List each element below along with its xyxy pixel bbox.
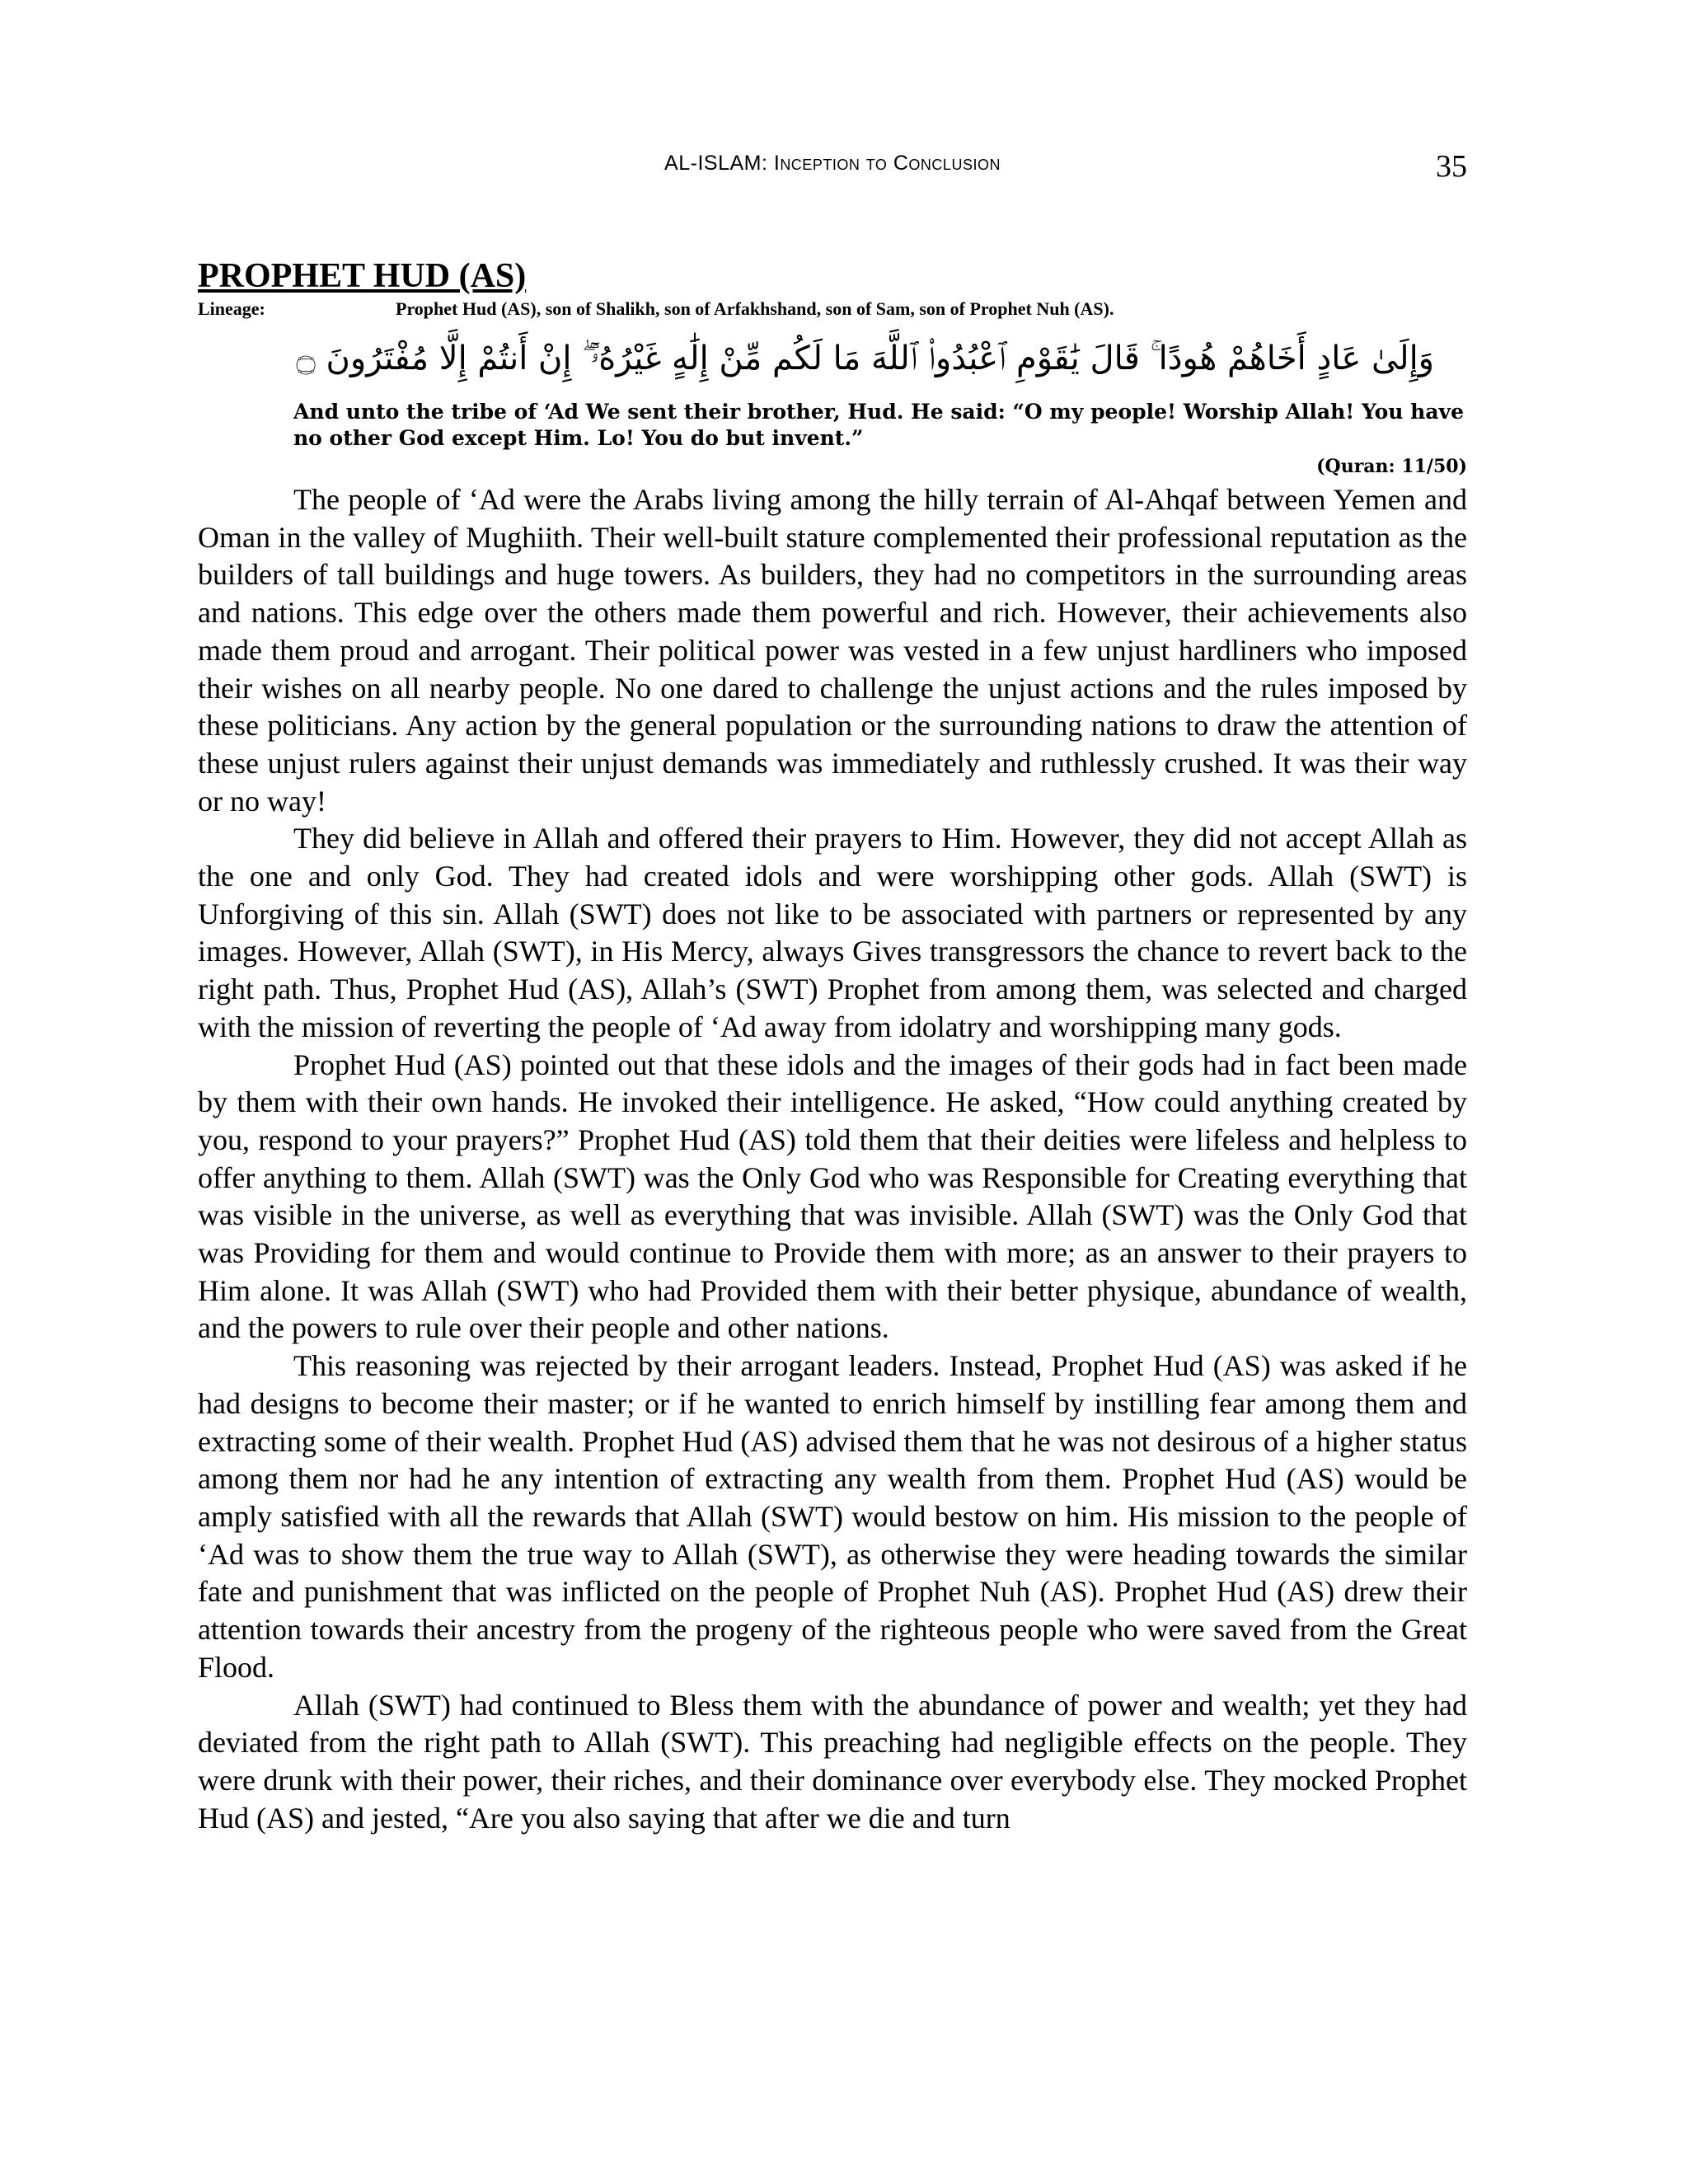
running-header	[198, 148, 1467, 190]
lineage-text: Prophet Hud (AS), son of Shalikh, son of Arfakhshand, son of Sam, son of Prophet Nuh (AS).	[396, 298, 1114, 319]
body-paragraph-4: This reasoning was rejected by their arrogant leaders. Instead, Prophet Hud (AS) was asked if he had designs to become their master; or if he wanted to enrich himself by instilling fear among them and extracting some of their wealth. Prophet Hud (AS) advised them that he was not desirous of a higher status among them nor had he any intention of extracting any wealth from them. Prophet Hud (AS) would be amply satisfied with all the rewards that Allah (SWT) would bestow on him. His mission to the people of ‘Ad was to show them the true way to Allah (SWT), as otherwise they were heading towards the similar fate and punishment that was inflicted on the people of Prophet Nuh (AS). Prophet Hud (AS) drew their attention towards their ancestry from the progeny of the righteous people who were saved from the Great Flood.	[198, 1349, 1467, 1684]
body-paragraph-1: The people of ‘Ad were the Arabs living among the hilly terrain of Al-Ahqaf between Yemen and Oman in the valley of Mughiith. Their well-built stature complemented their professional reputation as the builders of tall buildings and huge towers. As builders, they had no competitors in the surrounding areas and nations. This edge over the others made them powerful and rich. However, their achievements also made them proud and arrogant. Their political power was vested in a few unjust hardliners who imposed their wishes on all nearby people. No one dared to challenge the unjust actions and the rules imposed by these politicians. Any action by the general population or the surrounding nations to draw the attention of these unjust rulers against their unjust demands was immediately and ruthlessly crushed. It was their way or no way!	[198, 483, 1467, 818]
verse-citation: (Quran: 11/50)	[1316, 456, 1467, 477]
body-paragraph-5: Allah (SWT) had continued to Bless them with the abundance of power and wealth; yet they had deviated from the right path to Allah (SWT). This preaching had negligible effects on the people. They were drunk with their power, their riches, and their dominance over everybody else. They mocked Prophet Hud (AS) and jested, “Are you also saying that after we die and turn	[198, 1688, 1467, 1835]
verse-translation: And unto the tribe of ‘Ad We sent their brother, Hud. He said: “O my people! Worship Allah! You have no other God except Him. Lo! You do but invent.”	[293, 400, 1464, 450]
page-number: 35	[1436, 149, 1467, 184]
lineage-label: Lineage:	[198, 298, 265, 319]
page-content	[198, 255, 1467, 1837]
body-paragraph-2: They did believe in Allah and offered their prayers to Him. However, they did not accept Allah as the one and only God. They had created idols and were worshipping other gods. Allah (SWT) is Unforgiving of this sin. Allah (SWT) does not like to be associated with partners or represented by any images. However, Allah (SWT), in His Mercy, always Gives transgressors the chance to revert back to the right path. Thus, Prophet Hud (AS), Allah’s (SWT) Prophet from among them, was selected and charged with the mission of reverting the people of ‘Ad away from idolatry and worshipping many gods.	[198, 822, 1467, 1043]
arabic-verse: وَإِلَىٰ عَادٍ أَخَاهُمْ هُودًا ۚ قَالَ يَٰقَوْمِ ٱعْبُدُوا۟ ٱللَّهَ مَا لَكُم مِّنْ إِلَٰهٍ غَيْرُهُۥٓ ۖ إِنْ أَنتُمْ إِلَّا مُفْتَرُونَ ۝	[296, 340, 1434, 377]
body-paragraph-3: Prophet Hud (AS) pointed out that these idols and the images of their gods had in fact been made by them with their own hands. He invoked their intelligence. He asked, “How could anything created by you, respond to your prayers?” Prophet Hud (AS) told them that their deities were lifeless and helpless to offer anything to them. Allah (SWT) was the Only God who was Responsible for Creating everything that was visible in the universe, as well as everything that was invisible. Allah (SWT) was the Only God that was Providing for them and would continue to Provide them with more; as an answer to their prayers to Him alone. It was Allah (SWT) who had Provided them with their better physique, abundance of wealth, and the powers to rule over their people and other nations.	[198, 1047, 1467, 1345]
running-title: AL-ISLAM: Inception to Conclusion	[664, 152, 1001, 175]
lineage-line	[198, 297, 1467, 321]
chapter-title: PROPHET HUD (AS)	[198, 257, 527, 295]
